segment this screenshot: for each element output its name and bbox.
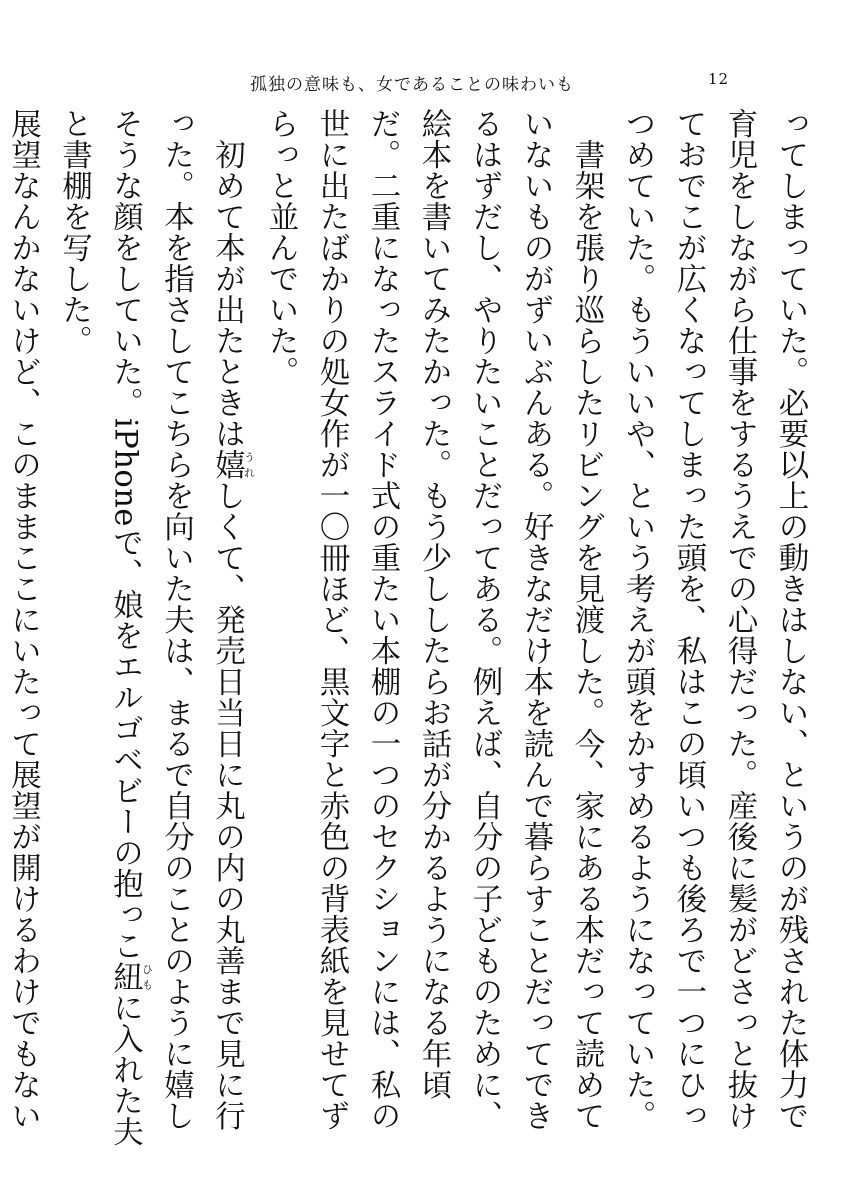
paragraph-4: 展望なんかないけど、このままここにいたって展望が開けるわけでもない (5, 108, 41, 1131)
ruby-text-ureshi: うれ (242, 448, 256, 480)
paragraph-3-part-b: しくて、発売日当日に丸の内の丸善まで見に行った。本を指さしてこちらを向いた夫は、まるで自分のことのように嬉しそうな顔をしていた。iPhoneで、娘をエルゴベビーの抱っこ (107, 108, 245, 1131)
ruby-base-ureshi: 嬉 (209, 448, 245, 480)
page-number: 12 (708, 70, 730, 88)
ruby-base-himo: 紐 (107, 960, 143, 992)
paragraph-3 (49, 108, 256, 1148)
ruby-text-himo: ひも (140, 960, 154, 992)
paragraph-1: ってしまっていた。必要以上の動きはしない、というのが残された体力で育児をしながら仕事をするうえでの心得だった。産後に髪がどさっと抜けておでこが広くなってしまった頭を、私はこの頃いつも後ろで一つにひっつめていた。もういいや、という考えが頭をかすめるようになっていた。 (620, 108, 808, 1131)
ruby-himo (107, 960, 154, 992)
paragraph-3-part-a: 初めて本が出たときは (209, 138, 245, 449)
paragraph-2: 書架を張り巡らしたリビングを見渡した。今、家にある本だって読めていないものがずいぶんある。好きなだけ本を読んで暮らすことだってできるはずだし、やりたいことだってある。例えば、自分の子どものために、絵本を書いてみたかった。もう少ししたらお話が分かるようになる年頃だ。二重になったスライド式の重たい本棚の一つのセクションには、私の世に出たばかりの処女作が一〇冊ほど、黒文字と赤色の背表紙を見せてずらっと並んでいた。 (263, 108, 604, 1131)
ruby-ureshi (209, 448, 256, 480)
paragraph-3-part-c: に入れた夫と書棚を写した。 (56, 108, 143, 1147)
body-text (5, 108, 816, 1148)
running-header-title: 孤独の意味も、女であることの味わいも (250, 75, 574, 95)
